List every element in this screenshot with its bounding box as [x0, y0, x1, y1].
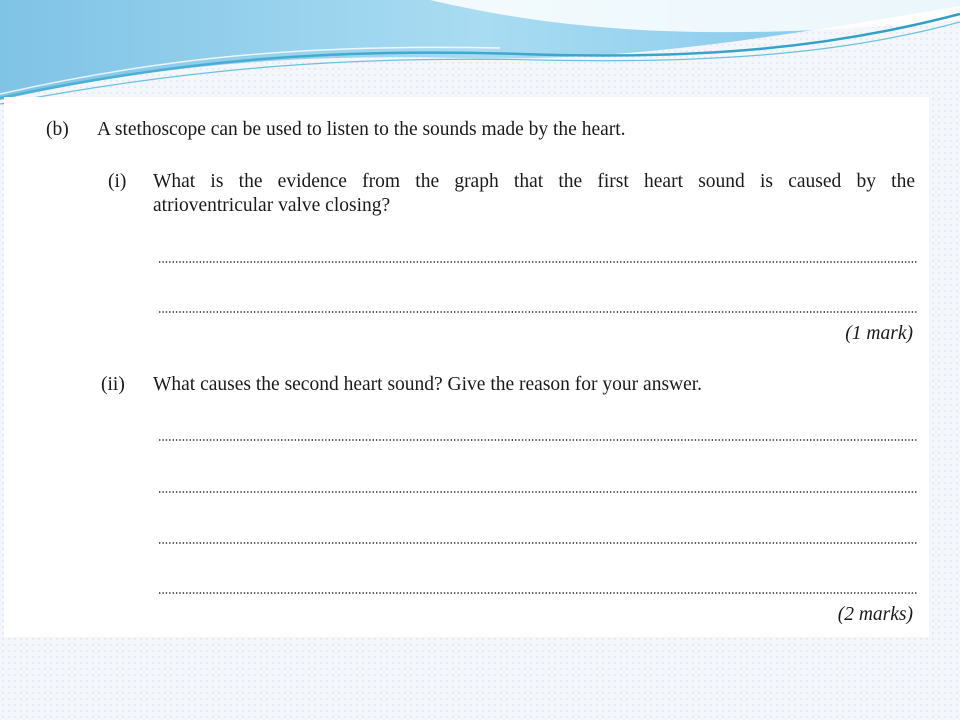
- part-b-label: (b): [46, 119, 69, 140]
- question-ii-marks: (2 marks): [837, 604, 913, 625]
- part-b-text: A stethoscope can be used to listen to the sounds made by the heart.: [97, 119, 626, 140]
- question-i-marks: (1 mark): [845, 323, 913, 344]
- exam-question-sheet: [4, 97, 929, 637]
- answer-line-ii-2[interactable]: [158, 491, 917, 493]
- question-i-line-1: What is the evidence from the graph that the first heart sound is caused by the: [153, 171, 915, 192]
- header-wave-banner: [0, 0, 960, 110]
- question-i-line-2: atrioventricular valve closing?: [153, 195, 391, 216]
- question-ii-text: What causes the second heart sound? Give the reason for your answer.: [153, 374, 703, 395]
- answer-line-i-2[interactable]: [158, 311, 917, 313]
- question-ii-label: (ii): [101, 374, 125, 395]
- answer-line-ii-1[interactable]: [158, 439, 917, 441]
- answer-line-ii-4[interactable]: [158, 592, 917, 594]
- answer-line-ii-3[interactable]: [158, 542, 917, 544]
- answer-line-i-1[interactable]: [158, 261, 917, 263]
- question-i-label: (i): [108, 171, 127, 192]
